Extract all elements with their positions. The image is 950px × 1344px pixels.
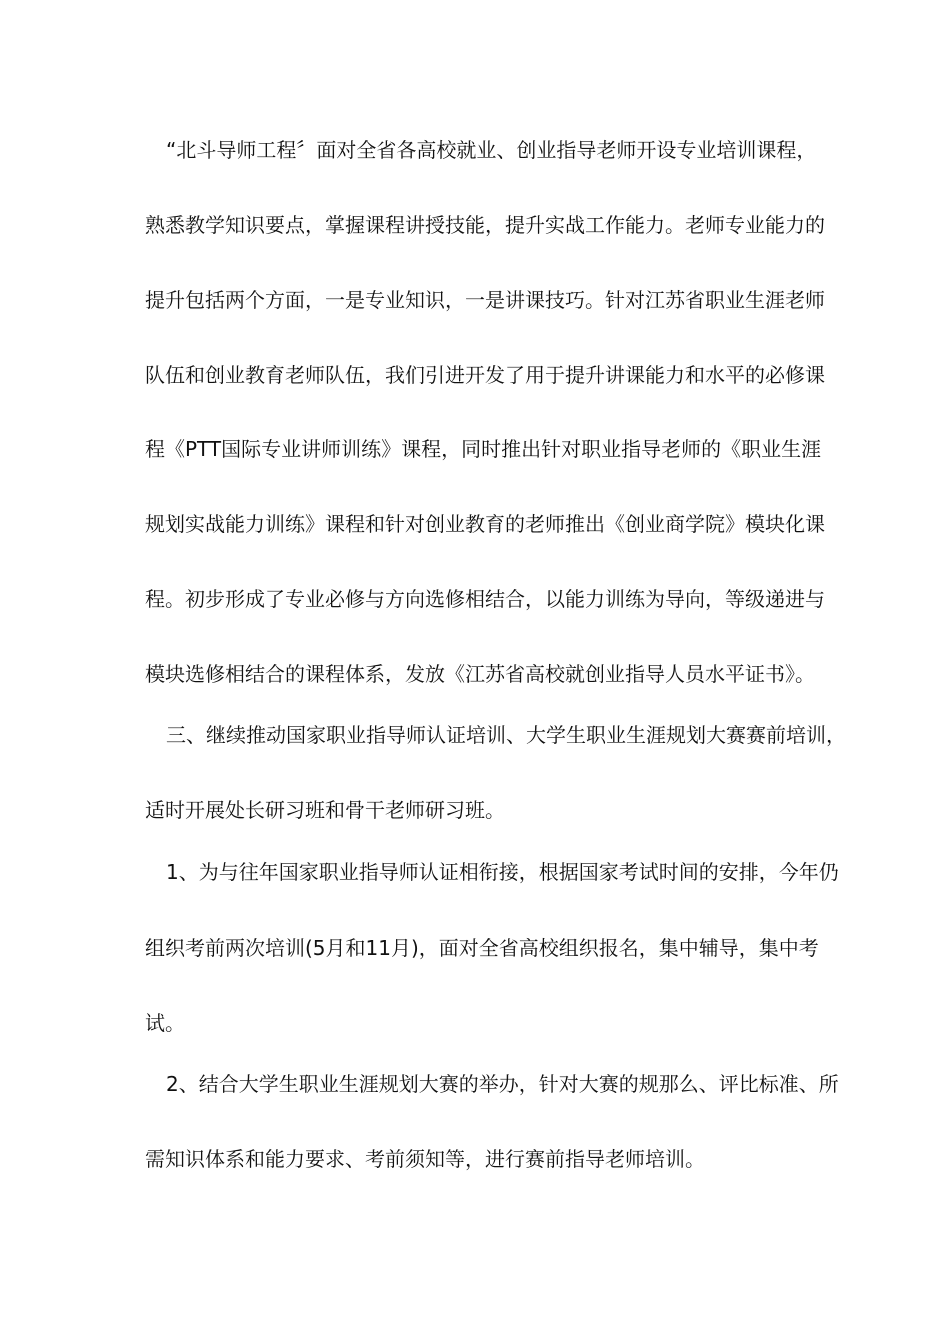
paragraph-line-5: 程《PTT国际专业讲师训练》课程，同时推出针对职业指导老师的《职业生涯	[145, 437, 822, 461]
list-item-2-line-1: 2、结合大学生职业生涯规划大赛的举办，针对大赛的规那么、评比标准、所	[166, 1072, 839, 1096]
list-item-2-line-2: 需知识体系和能力要求、考前须知等，进行赛前指导老师培训。	[145, 1147, 705, 1171]
list-item-1-line-3: 试。	[145, 1011, 185, 1035]
paragraph-line-3: 提升包括两个方面，一是专业知识，一是讲课技巧。针对江苏省职业生涯老师	[145, 288, 825, 312]
section-heading-line-1: 三、继续推动国家职业指导师认证培训、大学生职业生涯规划大赛赛前培训，	[166, 723, 846, 747]
paragraph-line-2: 熟悉教学知识要点，掌握课程讲授技能，提升实战工作能力。老师专业能力的	[145, 213, 825, 237]
paragraph-line-1: “北斗导师工程〞面对全省各高校就业、创业指导老师开设专业培训课程，	[166, 138, 817, 162]
paragraph-line-4: 队伍和创业教育老师队伍，我们引进开发了用于提升讲课能力和水平的必修课	[145, 363, 825, 387]
paragraph-line-8: 模块选修相结合的课程体系，发放《江苏省高校就创业指导人员水平证书》。	[145, 662, 815, 686]
list-item-1-line-2: 组织考前两次培训(5月和11月)，面对全省高校组织报名，集中辅导，集中考	[145, 936, 819, 960]
list-item-1-line-1: 1、为与往年国家职业指导师认证相衔接，根据国家考试时间的安排，今年仍	[166, 860, 839, 884]
paragraph-line-6: 规划实战能力训练》课程和针对创业教育的老师推出《创业商学院》模块化课	[145, 512, 825, 536]
section-heading-line-2: 适时开展处长研习班和骨干老师研习班。	[145, 798, 505, 822]
paragraph-line-7: 程。初步形成了专业必修与方向选修相结合，以能力训练为导向，等级递进与	[145, 587, 825, 611]
